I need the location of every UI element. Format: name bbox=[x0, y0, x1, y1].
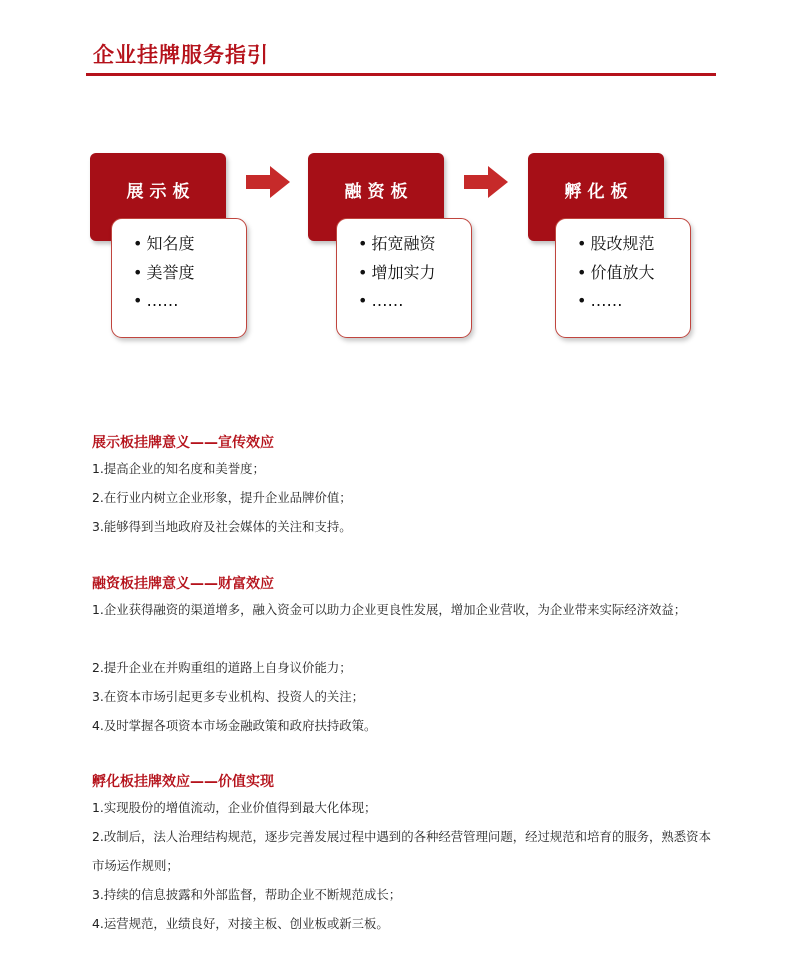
list-item: • 知名度 bbox=[133, 234, 195, 253]
section-item: 3.在资本市场引起更多专业机构、投资人的关注； bbox=[92, 689, 365, 704]
list-item: • 增加实力 bbox=[358, 262, 436, 282]
section-item: 1.实现股份的增值流动，企业价值得到最大化体现； bbox=[92, 800, 377, 815]
board-card-display bbox=[111, 218, 247, 338]
bullet-icon: • bbox=[133, 291, 143, 310]
bullet-icon: • bbox=[577, 262, 587, 282]
arrow-right-icon bbox=[464, 166, 508, 198]
bullet-icon: • bbox=[358, 291, 368, 310]
section-item: 2.改制后，法人治理结构规范，逐步完善发展过程中遇到的各种经营管理问题，经过规范和培育的服务，熟悉资本市场运作规则； bbox=[92, 829, 711, 873]
section-item: 1.提高企业的知名度和美誉度； bbox=[92, 461, 265, 476]
list-item: • 美誉度 bbox=[133, 262, 195, 282]
section-item: 4.运营规范，业绩良好，对接主板、创业板或新三板。 bbox=[92, 916, 389, 931]
bullet-icon: • bbox=[133, 262, 143, 282]
list-item: • 价值放大 bbox=[577, 262, 655, 282]
board-header-financing: 融资板 bbox=[308, 153, 444, 241]
section-item: 1.企业获得融资的渠道增多，融入资金可以助力企业更良性发展，增加企业营收，为企业带来实际经济效益； bbox=[92, 602, 687, 617]
bullet-icon: • bbox=[577, 291, 587, 310]
section-item: 2.在行业内树立企业形象，提升企业品牌价值； bbox=[92, 490, 352, 505]
list-item: • …… bbox=[358, 291, 404, 310]
bullet-icon: • bbox=[358, 262, 368, 282]
section-heading-display: 展示板挂牌意义——宣传效应 bbox=[92, 435, 274, 451]
board-card-financing bbox=[336, 218, 472, 338]
list-item: • …… bbox=[577, 291, 623, 310]
bullet-icon: • bbox=[358, 234, 368, 253]
list-item: • 股改规范 bbox=[577, 234, 655, 253]
list-item: • …… bbox=[133, 291, 179, 310]
section-heading-financing: 融资板挂牌意义——财富效应 bbox=[92, 576, 274, 592]
board-header-display: 展示板 bbox=[90, 153, 226, 241]
bullet-icon: • bbox=[577, 234, 587, 253]
arrow-right-icon bbox=[246, 166, 290, 198]
section-item: 3.能够得到当地政府及社会媒体的关注和支持。 bbox=[92, 519, 352, 534]
section-item: 2.提升企业在并购重组的道路上自身议价能力； bbox=[92, 660, 352, 675]
bullet-icon: • bbox=[133, 234, 143, 253]
section-heading-incubation: 孵化板挂牌效应——价值实现 bbox=[92, 774, 274, 790]
title-underline bbox=[86, 73, 716, 76]
list-item: • 拓宽融资 bbox=[358, 234, 436, 253]
board-card-incubation bbox=[555, 218, 691, 338]
section-item: 3.持续的信息披露和外部监督，帮助企业不断规范成长； bbox=[92, 887, 402, 902]
page-title: 企业挂牌服务指引 bbox=[93, 43, 269, 67]
section-item: 4.及时掌握各项资本市场金融政策和政府扶持政策。 bbox=[92, 718, 377, 733]
board-header-incubation: 孵化板 bbox=[528, 153, 664, 241]
